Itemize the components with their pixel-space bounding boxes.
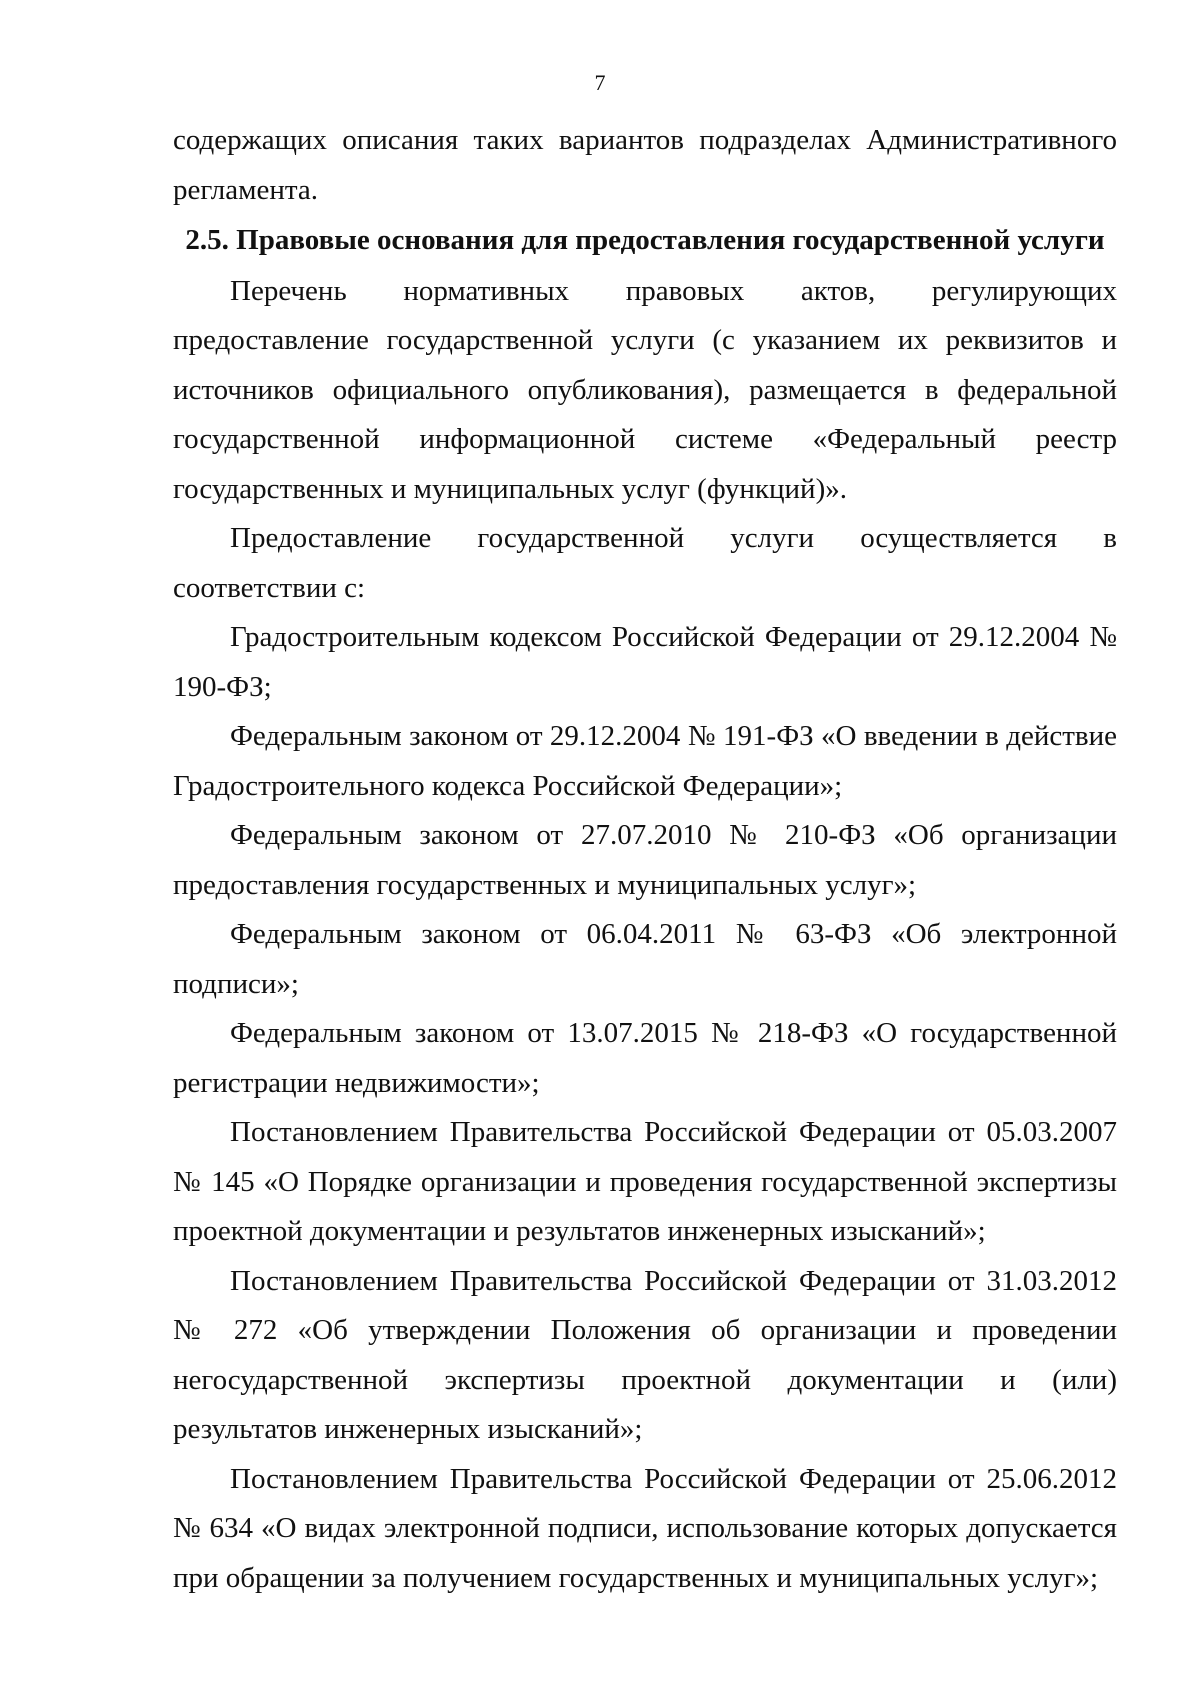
list-item: Федеральным законом от 13.07.2015 № 218-ФЗ «О государственной регистрации недвижимости»;: [173, 1017, 1117, 1099]
list-item: Постановлением Правительства Российской Федерации от 31.03.2012 № 272 «Об утверждении Положения об организации и проведении негосударственной экспертизы проектной документации и (или) результатов инженерных изысканий»;: [173, 1264, 1117, 1445]
section-heading: 2.5. Правовые основания для предоставления государственной услуги: [185, 224, 1105, 256]
list-item: Градостроительным кодексом Российской Федерации от 29.12.2004 № 190-ФЗ;: [173, 621, 1117, 703]
paragraph: Предоставление государственной услуги осуществляется в соответствии с:: [173, 522, 1117, 604]
list-item: Постановлением Правительства Российской Федерации от 25.06.2012 № 634 «О видах электронной подписи, использование которых допускается при обращении за получением государственных и муниципальных услуг»;: [173, 1462, 1117, 1594]
paragraph-continuation: содержащих описания таких вариантов подразделах Административного регламента.: [173, 124, 1117, 206]
page-number: 7: [594, 70, 606, 95]
list-item: Федеральным законом от 29.12.2004 № 191-ФЗ «О введении в действие Градостроительного кодекса Российской Федерации»;: [173, 720, 1117, 802]
list-item: Федеральным законом от 06.04.2011 № 63-ФЗ «Об электронной подписи»;: [173, 918, 1117, 1000]
document-body: [173, 116, 1117, 1603]
paragraph: Перечень нормативных правовых актов, регулирующих предоставление государственной услуги (с указанием их реквизитов и источников официального опубликования), размещается в федеральной государственной информационной системе «Федеральный реестр государственных и муниципальных услуг (функций)».: [173, 274, 1117, 505]
list-item: Федеральным законом от 27.07.2010 № 210-ФЗ «Об организации предоставления государственных и муниципальных услуг»;: [173, 819, 1117, 901]
list-item: Постановлением Правительства Российской Федерации от 05.03.2007 № 145 «О Порядке организации и проведения государственной экспертизы проектной документации и результатов инженерных изысканий»;: [173, 1116, 1117, 1247]
